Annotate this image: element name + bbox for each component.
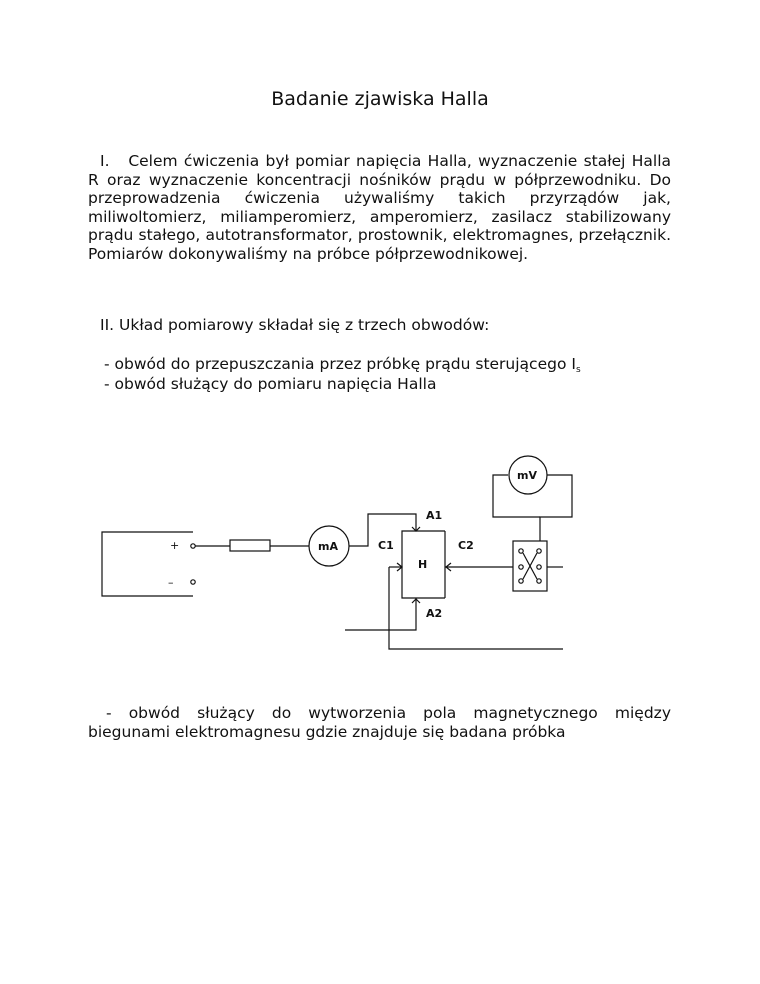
a2-label: A2 [426, 607, 443, 620]
minus-terminal [191, 580, 195, 584]
bullet-hall-voltage-circuit: - obwód służący do pomiaru napięcia Halla [104, 375, 437, 393]
section-1-text: Celem ćwiczenia był pomiar napięcia Halla, wyznaczenie stałej Halla R oraz wyznaczenie koncentracji nośników prądu w półprzewodniku. Do przeprowadzenia ćwiczenia używaliśmy takich przyrządów jak, miliwoltomierz, miliamperomierz, amperomierz, zasilacz stabilizowany prądu stałego, autotransformator, prostownik, elektromagnes, przełącznik. Pomiarów dokonywaliśmy na próbce półprzewodnikowej. [88, 152, 672, 263]
bullet-control-current-circuit: - obwód do przepuszczania przez próbkę prądu sterującego $I_s$ [104, 355, 581, 375]
power-source-bracket [102, 532, 193, 596]
section-3-paragraph [88, 704, 671, 742]
section-3-line-1: - obwód służący do wytworzenia pola magnetycznego między [106, 704, 671, 722]
section-1-paragraph [88, 152, 671, 264]
minus-label: – [168, 576, 174, 589]
circuit-diagram [0, 440, 760, 670]
c2-label: C2 [458, 539, 474, 552]
subscript-s: s [575, 365, 581, 375]
resistor [230, 540, 270, 551]
sample-label: H [418, 558, 428, 571]
c1-label: C1 [378, 539, 394, 552]
section-1-numeral: I. [100, 152, 110, 170]
ammeter-label: mA [318, 540, 338, 553]
section-2-paragraph: II. Układ pomiarowy składał się z trzech obwodów: [100, 316, 490, 334]
a1-label: A1 [426, 509, 443, 522]
page-title: Badanie zjawiska Halla [271, 88, 489, 110]
section-3-line-2: biegunami elektromagnesu gdzie znajduje się badana próbka [88, 723, 566, 741]
plus-label: + [170, 539, 180, 552]
voltmeter-label: mV [517, 469, 537, 482]
plus-terminal [191, 544, 195, 548]
